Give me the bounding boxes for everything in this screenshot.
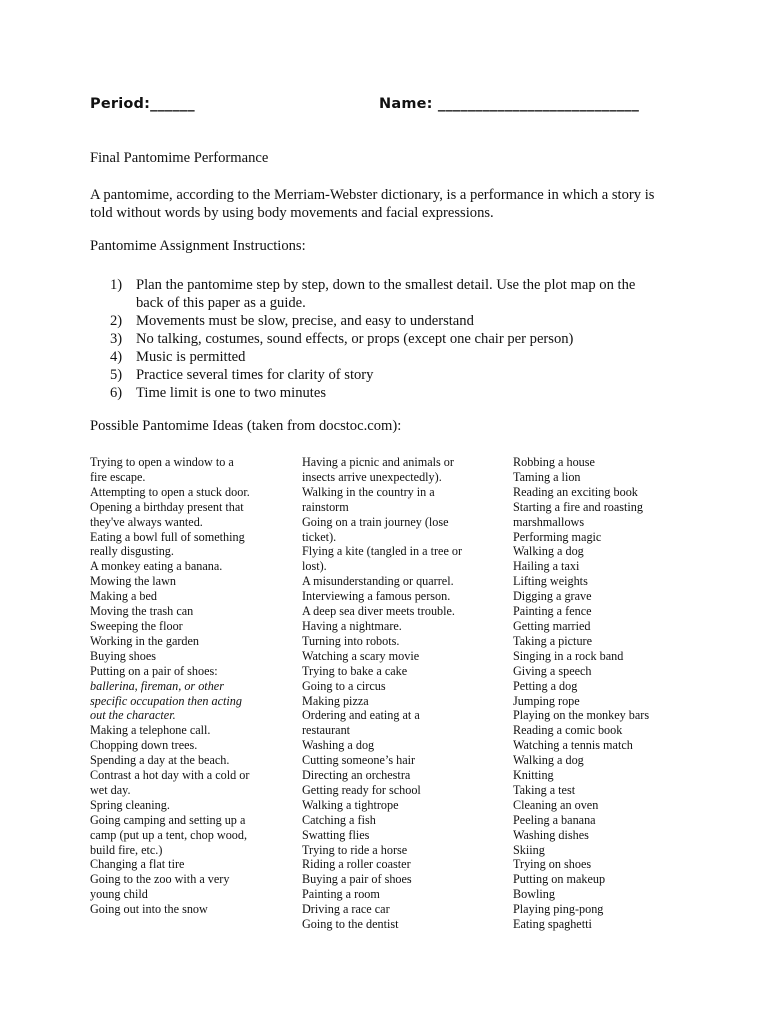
idea-line: Buying a pair of shoes	[302, 872, 412, 887]
instruction-item	[110, 348, 670, 366]
idea-line: Playing ping-pong	[513, 902, 604, 917]
idea-line: Opening a birthday present that	[90, 499, 244, 514]
idea-line: Peeling a banana	[513, 812, 596, 827]
idea-line: Making a telephone call.	[90, 723, 211, 738]
idea-line: Cutting someone’s hair	[302, 753, 416, 768]
idea-line: Changing a flat tire	[90, 857, 185, 872]
instructions-heading: Pantomime Assignment Instructions:	[90, 238, 306, 254]
idea-line: Going to the zoo with a very	[90, 872, 230, 887]
idea-line: Sweeping the floor	[90, 618, 183, 633]
idea-line: Washing a dog	[302, 738, 375, 753]
idea-line: Making pizza	[302, 693, 369, 708]
idea-line: Trying to bake a cake	[302, 663, 408, 678]
idea-line: Taking a test	[513, 782, 576, 797]
instruction-number: 1)	[110, 277, 123, 293]
idea-line: Walking a dog	[513, 753, 584, 768]
instruction-text: Music is permitted	[136, 349, 246, 365]
idea-line: Getting married	[513, 618, 591, 633]
idea-line: they've always wanted.	[90, 514, 203, 529]
ideas-heading: Possible Pantomime Ideas (taken from docstoc.com):	[90, 418, 402, 434]
instruction-line: Plan the pantomime step by step, down to the smallest detail. Use the plot map on the	[136, 277, 636, 293]
name-field-label: Name: ___________________________	[379, 96, 640, 112]
idea-line: Lifting weights	[513, 574, 588, 589]
idea-line: build fire, etc.)	[90, 842, 163, 857]
idea-line: Going out into the snow	[90, 902, 208, 917]
idea-line: Chopping down trees.	[90, 738, 198, 753]
idea-line: Cleaning an oven	[513, 797, 599, 812]
idea-line: Interviewing a famous person.	[302, 589, 451, 604]
idea-line: Petting a dog	[513, 678, 578, 693]
instruction-text	[136, 276, 670, 312]
idea-line: Bowling	[513, 887, 555, 902]
idea-line: Getting ready for school	[302, 782, 421, 797]
idea-line: Riding a roller coaster	[302, 857, 411, 872]
instruction-text: No talking, costumes, sound effects, or props (except one chair per person)	[136, 331, 574, 347]
idea-line: specific occupation then acting	[90, 693, 242, 708]
idea-line: Putting on makeup	[513, 872, 606, 887]
idea-line: A deep sea diver meets trouble.	[302, 604, 455, 619]
idea-line: Reading a comic book	[513, 723, 623, 738]
idea-line: marshmallows	[513, 514, 585, 529]
idea-line: ballerina, fireman, or other	[90, 678, 224, 693]
idea-line: insects arrive unexpectedly).	[302, 469, 442, 484]
idea-line: Jumping rope	[513, 693, 580, 708]
idea-line: Watching a tennis match	[513, 738, 633, 753]
instruction-item	[110, 330, 670, 348]
idea-line: Watching a scary movie	[302, 648, 420, 663]
ideas-column-2	[302, 455, 492, 932]
idea-line: Skiing	[513, 842, 545, 857]
idea-line: Attempting to open a stuck door.	[90, 484, 250, 499]
idea-line: Moving the trash can	[90, 604, 194, 619]
idea-line: Having a nightmare.	[302, 618, 402, 633]
instruction-item	[110, 384, 670, 402]
instruction-text: Time limit is one to two minutes	[136, 385, 327, 401]
idea-line: Eating a bowl full of something	[90, 529, 245, 544]
idea-line: Making a bed	[90, 589, 158, 604]
idea-line: Swatting flies	[302, 827, 370, 842]
idea-line: Walking a tightrope	[302, 797, 399, 812]
idea-line: ticket).	[302, 529, 337, 544]
idea-line: Taking a picture	[513, 633, 593, 648]
instruction-number: 4)	[110, 349, 123, 365]
idea-line: Having a picnic and animals or	[302, 455, 454, 469]
idea-line: Painting a room	[302, 887, 380, 902]
intro-line: A pantomime, according to the Merriam-Webster dictionary, is a performance in which a story is	[90, 187, 655, 203]
idea-line: out the character.	[90, 708, 176, 723]
idea-line: Driving a race car	[302, 902, 390, 917]
idea-line: lost).	[302, 559, 327, 574]
intro-line: told without words by using body movements and facial expressions.	[90, 205, 494, 221]
idea-line: Catching a fish	[302, 812, 376, 827]
idea-line: Going camping and setting up a	[90, 812, 246, 827]
instruction-number: 5)	[110, 367, 123, 383]
idea-line: Spending a day at the beach.	[90, 753, 230, 768]
idea-line: Going to a circus	[302, 678, 386, 693]
instruction-text: Practice several times for clarity of story	[136, 367, 374, 383]
idea-line: Digging a grave	[513, 589, 592, 604]
idea-line: Mowing the lawn	[90, 574, 176, 589]
instruction-number: 2)	[110, 313, 123, 329]
idea-line: Putting on a pair of shoes:	[90, 663, 218, 678]
idea-line: Reading an exciting book	[513, 484, 638, 499]
idea-line: Painting a fence	[513, 604, 592, 619]
idea-line: Going to the dentist	[302, 917, 399, 932]
idea-line: fire escape.	[90, 469, 146, 484]
idea-line: Trying on shoes	[513, 857, 592, 872]
idea-line: A misunderstanding or quarrel.	[302, 574, 454, 589]
idea-line: restaurant	[302, 723, 351, 738]
instruction-number: 6)	[110, 385, 123, 401]
period-field-label: Period:______	[90, 96, 195, 112]
instruction-item	[110, 312, 670, 330]
instruction-item	[110, 366, 670, 384]
idea-line: Walking in the country in a	[302, 484, 435, 499]
idea-line: Turning into robots.	[302, 633, 400, 648]
idea-line: Giving a speech	[513, 663, 592, 678]
idea-line: rainstorm	[302, 499, 349, 514]
idea-line: really disgusting.	[90, 544, 174, 559]
idea-line: Robbing a house	[513, 455, 595, 469]
idea-line: Hailing a taxi	[513, 559, 580, 574]
instructions-list	[110, 276, 670, 402]
intro-paragraph	[90, 186, 690, 222]
idea-line: Starting a fire and roasting	[513, 499, 643, 514]
instruction-number: 3)	[110, 331, 123, 347]
idea-line: Working in the garden	[90, 633, 200, 648]
idea-line: Eating spaghetti	[513, 917, 592, 932]
idea-line: Directing an orchestra	[302, 768, 411, 783]
ideas-column-3	[513, 455, 713, 932]
idea-line: Taming a lion	[513, 469, 581, 484]
instruction-line: back of this paper as a guide.	[136, 295, 306, 311]
idea-line: wet day.	[90, 782, 131, 797]
idea-line: Washing dishes	[513, 827, 589, 842]
ideas-column-1	[90, 455, 280, 917]
idea-line: Contrast a hot day with a cold or	[90, 768, 250, 783]
idea-line: Walking a dog	[513, 544, 584, 559]
idea-line: Spring cleaning.	[90, 797, 170, 812]
idea-line: Singing in a rock band	[513, 648, 624, 663]
idea-line: Flying a kite (tangled in a tree or	[302, 544, 463, 559]
idea-line: Knitting	[513, 768, 554, 783]
idea-line: A monkey eating a banana.	[90, 559, 223, 574]
idea-line: Performing magic	[513, 529, 602, 544]
instruction-item	[110, 276, 670, 312]
page-title: Final Pantomime Performance	[90, 150, 269, 166]
idea-line: camp (put up a tent, chop wood,	[90, 827, 248, 842]
idea-line: Playing on the monkey bars	[513, 708, 650, 723]
idea-line: Going on a train journey (lose	[302, 514, 449, 529]
instruction-text: Movements must be slow, precise, and easy to understand	[136, 313, 474, 329]
idea-line: Ordering and eating at a	[302, 708, 420, 723]
idea-line: Trying to open a window to a	[90, 455, 234, 469]
idea-line: Trying to ride a horse	[302, 842, 408, 857]
idea-line: young child	[90, 887, 148, 902]
idea-line: Buying shoes	[90, 648, 157, 663]
